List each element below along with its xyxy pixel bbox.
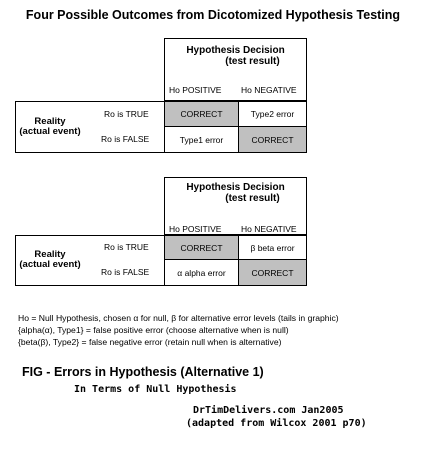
note-line-1: Ho = Null Hypothesis, chosen α for null, β for alternative error levels (tails in graphic)	[18, 313, 339, 323]
reality-label-2	[15, 250, 85, 270]
note-line-2: {alpha(α), Type1} = false positive error (choose alternative when is null)	[18, 325, 289, 335]
figure-subtitle: In Terms of Null Hypothesis	[74, 384, 237, 395]
cell-type1-error: Type1 error	[164, 126, 239, 153]
cell-correct-true-positive-2: CORRECT	[164, 235, 239, 260]
reality-line2-2: (actual event)	[19, 259, 81, 270]
row-label-true: Ro is TRUE	[104, 109, 149, 119]
column-ho-positive-2: Ho POSITIVE	[169, 224, 222, 234]
column-ho-positive: Ho POSITIVE	[169, 85, 222, 95]
decision-header-line1-2: Hypothesis Decision	[186, 182, 285, 193]
reality-line1-2: Reality	[34, 249, 66, 260]
cell-alpha-error: α alpha error	[164, 259, 239, 286]
row-label-false-2: Ro is FALSE	[101, 267, 150, 277]
cell-correct-true-positive: CORRECT	[164, 101, 239, 127]
row-label-true-2: Ro is TRUE	[104, 242, 149, 252]
decision-header-line1: Hypothesis Decision	[186, 45, 285, 56]
figure-title: FIG - Errors in Hypothesis (Alternative 1)	[22, 365, 264, 379]
cell-correct-false-negative: CORRECT	[238, 126, 307, 153]
reality-line1: Reality	[34, 116, 66, 127]
row-label-false: Ro is FALSE	[101, 134, 150, 144]
reality-label	[15, 117, 85, 137]
page-title: Four Possible Outcomes from Dicotomized Hypothesis Testing	[25, 8, 401, 22]
note-line-3: {beta(β), Type2} = false negative error (retain null when is alternative)	[18, 337, 282, 347]
cell-beta-error: β beta error	[238, 235, 307, 260]
cell-type2-error: Type2 error	[238, 101, 307, 127]
credit-line-2: (adapted from Wilcox 2001 p70)	[186, 418, 367, 429]
decision-header-line2: (test result)	[225, 56, 280, 67]
reality-line2: (actual event)	[19, 126, 81, 137]
column-ho-negative-2: Ho NEGATIVE	[241, 224, 297, 234]
credit-line-1: DrTimDelivers.com Jan2005	[193, 405, 344, 416]
cell-correct-false-negative-2: CORRECT	[238, 259, 307, 286]
column-ho-negative: Ho NEGATIVE	[241, 85, 297, 95]
decision-header-line2-2: (test result)	[225, 193, 280, 204]
